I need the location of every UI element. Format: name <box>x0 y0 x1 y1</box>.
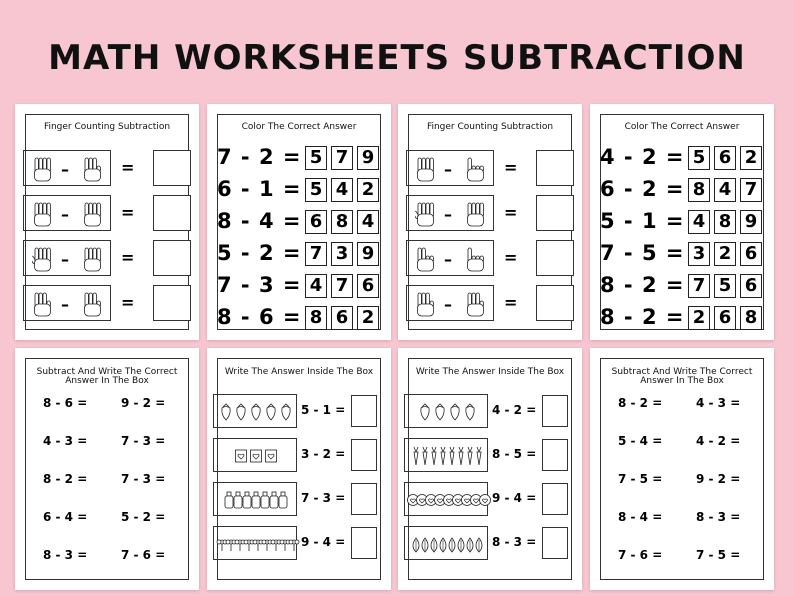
equation: 7 - 3 = <box>217 273 302 297</box>
color-answer-row <box>217 240 387 268</box>
color-answer-row <box>600 304 770 332</box>
worksheet-title-line2: Answer In The Box <box>65 376 149 386</box>
equation: 7 - 2 = <box>217 145 302 169</box>
picture-box <box>404 394 488 428</box>
answer-option[interactable]: 2 <box>357 306 379 330</box>
answer-box[interactable] <box>153 240 191 276</box>
worksheet-subtract-write-1 <box>15 348 199 590</box>
equation: 6 - 2 = <box>600 177 685 201</box>
leaf-icon <box>473 534 485 554</box>
bottle-icon <box>277 490 289 510</box>
worksheet-title: Write The Answer Inside The Box <box>224 367 374 377</box>
subtraction-problem: 5 - 2 = <box>121 510 166 524</box>
carrot-icon <box>473 446 485 466</box>
answer-option[interactable]: 7 <box>331 146 353 170</box>
flower-icon <box>288 534 300 554</box>
answer-box[interactable] <box>542 395 568 427</box>
worksheet-title: Write The Answer Inside The Box <box>415 367 565 377</box>
minus-sign: – <box>61 160 69 179</box>
answer-option[interactable]: 9 <box>357 242 379 266</box>
answer-option[interactable]: 2 <box>740 146 762 170</box>
subtraction-problem: 7 - 3 = <box>121 472 166 486</box>
picture-row <box>404 394 576 428</box>
worksheet-picture-subtraction-2 <box>398 348 582 590</box>
answer-box[interactable] <box>542 483 568 515</box>
answer-option[interactable]: 7 <box>740 178 762 202</box>
subtraction-problem: 7 - 5 = <box>696 548 741 562</box>
strawberry-icon <box>434 402 446 422</box>
picture-row <box>213 526 385 560</box>
equation: 8 - 5 = <box>492 447 537 461</box>
subtraction-problem: 4 - 2 = <box>696 434 741 448</box>
subtraction-problem: 7 - 6 = <box>618 548 663 562</box>
answer-box[interactable] <box>542 527 568 559</box>
color-answer-row <box>600 144 770 172</box>
answer-box[interactable] <box>536 150 574 186</box>
subtraction-problem: 7 - 3 = <box>121 434 166 448</box>
hand-icon <box>465 201 485 227</box>
answer-box[interactable] <box>153 150 191 186</box>
subtraction-problem: 8 - 2 = <box>43 472 88 486</box>
color-answer-row <box>600 272 770 300</box>
equation: 9 - 4 = <box>301 535 346 549</box>
answer-box[interactable] <box>351 483 377 515</box>
hand-icon <box>415 291 435 317</box>
finger-counting-row <box>406 150 580 186</box>
hand-icon <box>415 246 435 272</box>
answer-option[interactable]: 4 <box>305 274 327 298</box>
equals-sign: = <box>121 203 135 222</box>
answer-option[interactable]: 2 <box>714 242 736 266</box>
worksheet-title-line1: Subtract And Write The Correct <box>36 367 178 377</box>
answer-option[interactable]: 6 <box>740 242 762 266</box>
hand-icon <box>82 291 102 317</box>
equation: 4 - 2 = <box>600 145 685 169</box>
answer-option[interactable]: 4 <box>331 178 353 202</box>
color-answer-row <box>600 208 770 236</box>
equation: 7 - 3 = <box>301 491 346 505</box>
strawberry-icon <box>265 402 277 422</box>
answer-option[interactable]: 8 <box>714 210 736 234</box>
subtraction-problem: 5 - 4 = <box>618 434 663 448</box>
picture-box <box>213 482 297 516</box>
finger-counting-row <box>23 285 197 321</box>
picture-row <box>404 482 576 516</box>
hands-box <box>406 240 494 276</box>
equals-sign: = <box>121 248 135 267</box>
hands-box <box>23 195 111 231</box>
heart-pillow-icon <box>235 446 247 466</box>
picture-box <box>213 394 297 428</box>
answer-option[interactable]: 4 <box>714 178 736 202</box>
equals-sign: = <box>121 158 135 177</box>
answer-option[interactable]: 4 <box>688 210 710 234</box>
equation: 5 - 1 = <box>600 209 685 233</box>
color-answer-row <box>217 208 387 236</box>
strawberry-icon <box>235 402 247 422</box>
answer-option[interactable]: 5 <box>305 146 327 170</box>
picture-row <box>404 526 576 560</box>
picture-box <box>213 438 297 472</box>
answer-option[interactable]: 3 <box>331 242 353 266</box>
answer-box[interactable] <box>153 195 191 231</box>
answer-option[interactable]: 3 <box>688 242 710 266</box>
hand-icon <box>32 246 52 272</box>
subtraction-problem: 4 - 3 = <box>43 434 88 448</box>
equation: 9 - 4 = <box>492 491 537 505</box>
worksheet-title: Color The Correct Answer <box>241 122 357 132</box>
answer-option[interactable]: 5 <box>714 274 736 298</box>
subtraction-problem: 9 - 2 = <box>696 472 741 486</box>
answer-box[interactable] <box>536 195 574 231</box>
answer-option[interactable]: 6 <box>305 210 327 234</box>
answer-option[interactable]: 7 <box>305 242 327 266</box>
page-title: MATH WORKSHEETS SUBTRACTION <box>48 38 746 78</box>
worksheet-finger-counting-1 <box>15 104 199 340</box>
hand-icon <box>465 291 485 317</box>
heart-pillow-icon <box>265 446 277 466</box>
hands-box <box>23 150 111 186</box>
answer-option[interactable]: 9 <box>357 146 379 170</box>
minus-sign: – <box>444 250 452 269</box>
equation: 8 - 4 = <box>217 209 302 233</box>
answer-box[interactable] <box>351 395 377 427</box>
hand-icon <box>82 156 102 182</box>
hand-icon <box>82 246 102 272</box>
equation: 3 - 2 = <box>301 447 346 461</box>
answer-option[interactable]: 6 <box>714 146 736 170</box>
answer-option[interactable]: 5 <box>305 178 327 202</box>
answer-option[interactable]: 9 <box>740 210 762 234</box>
answer-box[interactable] <box>153 285 191 321</box>
strawberry-icon <box>419 402 431 422</box>
subtraction-problem: 4 - 3 = <box>696 396 741 410</box>
equals-sign: = <box>504 248 518 267</box>
minus-sign: – <box>444 205 452 224</box>
color-answer-row <box>217 176 387 204</box>
equation: 8 - 6 = <box>217 305 302 329</box>
minus-sign: – <box>61 205 69 224</box>
worksheet-title: Finger Counting Subtraction <box>426 122 554 132</box>
worksheet-color-answer-1 <box>207 104 391 340</box>
hands-box <box>23 240 111 276</box>
worksheet-title-line1: Subtract And Write The Correct <box>611 367 753 377</box>
equation: 7 - 5 = <box>600 241 685 265</box>
hands-box <box>23 285 111 321</box>
minus-sign: – <box>444 160 452 179</box>
answer-option[interactable]: 6 <box>331 306 353 330</box>
equation: 8 - 2 = <box>600 305 685 329</box>
finger-counting-row <box>406 240 580 276</box>
finger-counting-row <box>406 195 580 231</box>
answer-box[interactable] <box>536 285 574 321</box>
worksheet-title: Finger Counting Subtraction <box>43 122 171 132</box>
equation: 4 - 2 = <box>492 403 537 417</box>
subtraction-problem: 9 - 2 = <box>121 396 166 410</box>
strawberry-icon <box>449 402 461 422</box>
worksheet-finger-counting-2 <box>398 104 582 340</box>
worksheet-title: Color The Correct Answer <box>624 122 740 132</box>
color-answer-row <box>600 176 770 204</box>
minus-sign: – <box>444 295 452 314</box>
color-answer-row <box>217 144 387 172</box>
hands-box <box>406 150 494 186</box>
subtraction-problem: 6 - 4 = <box>43 510 88 524</box>
answer-option[interactable]: 7 <box>331 274 353 298</box>
hand-icon <box>465 156 485 182</box>
hands-box <box>406 195 494 231</box>
minus-sign: – <box>61 250 69 269</box>
picture-row <box>213 482 385 516</box>
answer-option[interactable]: 8 <box>740 306 762 330</box>
answer-box[interactable] <box>351 439 377 471</box>
finger-counting-row <box>406 285 580 321</box>
heart-icon <box>479 490 491 510</box>
hand-icon <box>32 156 52 182</box>
picture-row <box>213 394 385 428</box>
strawberry-icon <box>220 402 232 422</box>
picture-box <box>213 526 297 560</box>
subtraction-problem: 8 - 2 = <box>618 396 663 410</box>
subtraction-problem: 7 - 6 = <box>121 548 166 562</box>
subtraction-problem: 7 - 5 = <box>618 472 663 486</box>
hand-icon <box>415 201 435 227</box>
picture-box <box>404 438 488 472</box>
answer-option[interactable]: 8 <box>331 210 353 234</box>
equation: 5 - 2 = <box>217 241 302 265</box>
finger-counting-row <box>23 240 197 276</box>
strawberry-icon <box>280 402 292 422</box>
worksheet-picture-subtraction-1 <box>207 348 391 590</box>
answer-option[interactable]: 8 <box>305 306 327 330</box>
hand-icon <box>32 291 52 317</box>
answer-option[interactable]: 7 <box>688 274 710 298</box>
equals-sign: = <box>121 293 135 312</box>
picture-row <box>404 438 576 472</box>
worksheet-title-line2: Answer In The Box <box>640 376 724 386</box>
answer-box[interactable] <box>536 240 574 276</box>
subtraction-problem: 8 - 3 = <box>696 510 741 524</box>
picture-box <box>404 482 488 516</box>
color-answer-row <box>600 240 770 268</box>
hand-icon <box>32 201 52 227</box>
answer-box[interactable] <box>542 439 568 471</box>
answer-box[interactable] <box>351 527 377 559</box>
hand-icon <box>415 156 435 182</box>
answer-option[interactable]: 6 <box>357 274 379 298</box>
worksheet-color-answer-2 <box>590 104 774 340</box>
minus-sign: – <box>61 295 69 314</box>
hand-icon <box>465 246 485 272</box>
picture-box <box>404 526 488 560</box>
subtraction-problem: 8 - 4 = <box>618 510 663 524</box>
finger-counting-row <box>23 150 197 186</box>
finger-counting-row <box>23 195 197 231</box>
answer-option[interactable]: 6 <box>714 306 736 330</box>
equation: 6 - 1 = <box>217 177 302 201</box>
hands-box <box>406 285 494 321</box>
answer-option[interactable]: 2 <box>357 178 379 202</box>
strawberry-icon <box>250 402 262 422</box>
answer-option[interactable]: 2 <box>688 306 710 330</box>
equals-sign: = <box>504 203 518 222</box>
hand-icon <box>82 201 102 227</box>
subtraction-problem: 8 - 3 = <box>43 548 88 562</box>
color-answer-row <box>217 304 387 332</box>
picture-row <box>213 438 385 472</box>
answer-option[interactable]: 8 <box>688 178 710 202</box>
equation: 8 - 3 = <box>492 535 537 549</box>
answer-option[interactable]: 6 <box>740 274 762 298</box>
worksheet-subtract-write-2 <box>590 348 774 590</box>
answer-option[interactable]: 4 <box>357 210 379 234</box>
worksheet-frame <box>25 358 189 580</box>
answer-option[interactable]: 5 <box>688 146 710 170</box>
equals-sign: = <box>504 158 518 177</box>
equals-sign: = <box>504 293 518 312</box>
strawberry-icon <box>464 402 476 422</box>
worksheet-frame <box>600 358 764 580</box>
equation: 8 - 2 = <box>600 273 685 297</box>
equation: 5 - 1 = <box>301 403 346 417</box>
heart-pillow-icon <box>250 446 262 466</box>
color-answer-row <box>217 272 387 300</box>
subtraction-problem: 8 - 6 = <box>43 396 88 410</box>
